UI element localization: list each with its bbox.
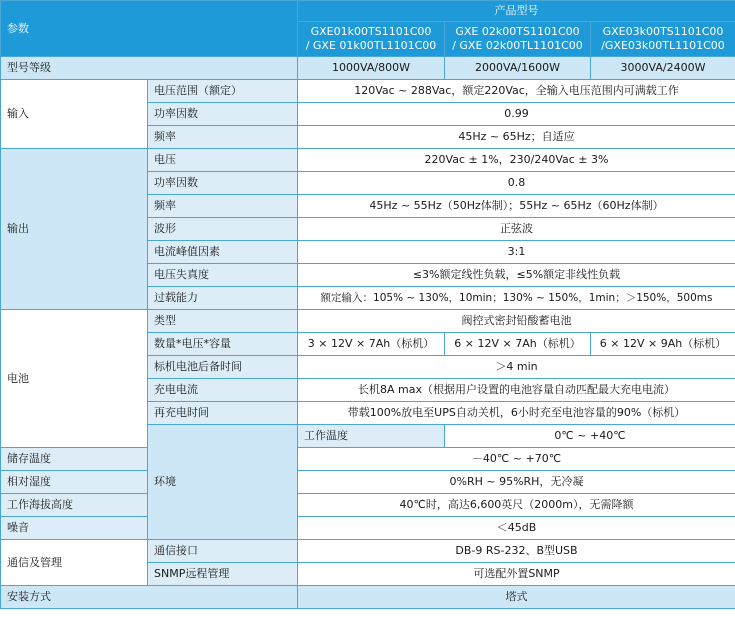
model-2-line-1: GXE 02k00TS1101C00: [455, 25, 580, 38]
environment-name: 工作海拔高度: [1, 494, 148, 517]
comms-name: 通信接口: [148, 540, 298, 563]
environment-name: 储存温度: [1, 448, 148, 471]
model-2: [445, 22, 591, 57]
environment-row: [1, 448, 735, 471]
comms-value: DB-9 RS-232、B型USB: [298, 540, 735, 563]
input-row: [1, 80, 735, 103]
environment-name: 相对湿度: [1, 471, 148, 494]
battery-name: 充电电流: [148, 379, 298, 402]
param-header: 参数: [1, 1, 298, 57]
environment-row: [1, 517, 735, 540]
environment-value: ＜45dB: [298, 517, 735, 540]
grade-row: [1, 57, 735, 80]
battery-name: 再充电时间: [148, 402, 298, 425]
environment-name: 噪音: [1, 517, 148, 540]
input-value: 0.99: [298, 103, 735, 126]
output-name: 电压失真度: [148, 264, 298, 287]
output-value: 3:1: [298, 241, 735, 264]
grade-value-2: 2000VA/1600W: [445, 57, 591, 80]
battery-row: [1, 310, 735, 333]
output-value: 220Vac ± 1%，230/240Vac ± 3%: [298, 149, 735, 172]
comms-name: SNMP远程管理: [148, 563, 298, 586]
grade-value-1: 1000VA/800W: [298, 57, 445, 80]
install-label: 安装方式: [1, 586, 298, 609]
output-category: 输出: [1, 149, 148, 310]
install-value: 塔式: [298, 586, 735, 609]
model-3-line-2: /GXE03k00TL1101C00: [601, 39, 725, 52]
output-name: 频率: [148, 195, 298, 218]
battery-category: 电池: [1, 310, 148, 448]
output-name: 电压: [148, 149, 298, 172]
output-value: 0.8: [298, 172, 735, 195]
output-name: 电流峰值因素: [148, 241, 298, 264]
battery-name: 类型: [148, 310, 298, 333]
comms-category: 通信及管理: [1, 540, 148, 586]
battery-qty-2: 6 × 12V × 7Ah（标机）: [445, 333, 591, 356]
input-name: 电压范围（额定）: [148, 80, 298, 103]
battery-name: 标机电池后备时间: [148, 356, 298, 379]
output-value: 45Hz ~ 55Hz（50Hz体制）；55Hz ~ 65Hz（60Hz体制）: [298, 195, 735, 218]
battery-qty-3: 6 × 12V × 9Ah（标机）: [591, 333, 735, 356]
battery-qty-1: 3 × 12V × 7Ah（标机）: [298, 333, 445, 356]
install-row: [1, 586, 735, 609]
model-1-line-1: GXE01k00TS1101C00: [310, 25, 432, 38]
environment-value: 40℃时，高达6,600英尺（2000m），无需降额: [298, 494, 735, 517]
input-name: 频率: [148, 126, 298, 149]
environment-value: －40℃ ~ +70℃: [298, 448, 735, 471]
battery-value: 阀控式密封铅酸蓄电池: [298, 310, 735, 333]
output-value: 正弦波: [298, 218, 735, 241]
battery-value: 带载100%放电至UPS自动关机，6小时充至电池容量的90%（标机）: [298, 402, 735, 425]
header-row: [1, 1, 735, 22]
model-1-line-2: / GXE 01k00TL1101C00: [305, 39, 437, 52]
input-value: 45Hz ~ 65Hz；自适应: [298, 126, 735, 149]
output-name: 功率因数: [148, 172, 298, 195]
model-1: [298, 22, 445, 57]
environment-value: 0℃ ~ +40℃: [445, 425, 735, 448]
output-name: 过载能力: [148, 287, 298, 310]
model-2-line-2: / GXE 02k00TL1101C00: [452, 39, 583, 52]
input-name: 功率因数: [148, 103, 298, 126]
output-row: [1, 149, 735, 172]
output-name: 波形: [148, 218, 298, 241]
environment-row: [1, 471, 735, 494]
product-model-header: 产品型号: [298, 1, 735, 22]
model-3: [591, 22, 735, 57]
output-value: 额定输入：105% ~ 130%，10min；130% ~ 150%，1min；＞150%，500ms: [298, 287, 735, 310]
battery-value: 长机8A max（根据用户设置的电池容量自动匹配最大充电电流）: [298, 379, 735, 402]
comms-row: [1, 540, 735, 563]
model-3-line-1: GXE03k00TS1101C00: [602, 25, 724, 38]
grade-value-3: 3000VA/2400W: [591, 57, 735, 80]
environment-value: 0%RH ~ 95%RH，无冷凝: [298, 471, 735, 494]
comms-value: 可选配外置SNMP: [298, 563, 735, 586]
battery-value: ＞4 min: [298, 356, 735, 379]
input-value: 120Vac ~ 288Vac，额定220Vac，全输入电压范围内可满载工作: [298, 80, 735, 103]
output-value: ≤3%额定线性负载，≤5%额定非线性负载: [298, 264, 735, 287]
grade-label: 型号等级: [1, 57, 298, 80]
environment-row: [1, 494, 735, 517]
environment-category: 环境: [148, 425, 298, 540]
input-category: 输入: [1, 80, 148, 149]
battery-name: 数量*电压*容量: [148, 333, 298, 356]
environment-name: 工作温度: [298, 425, 445, 448]
